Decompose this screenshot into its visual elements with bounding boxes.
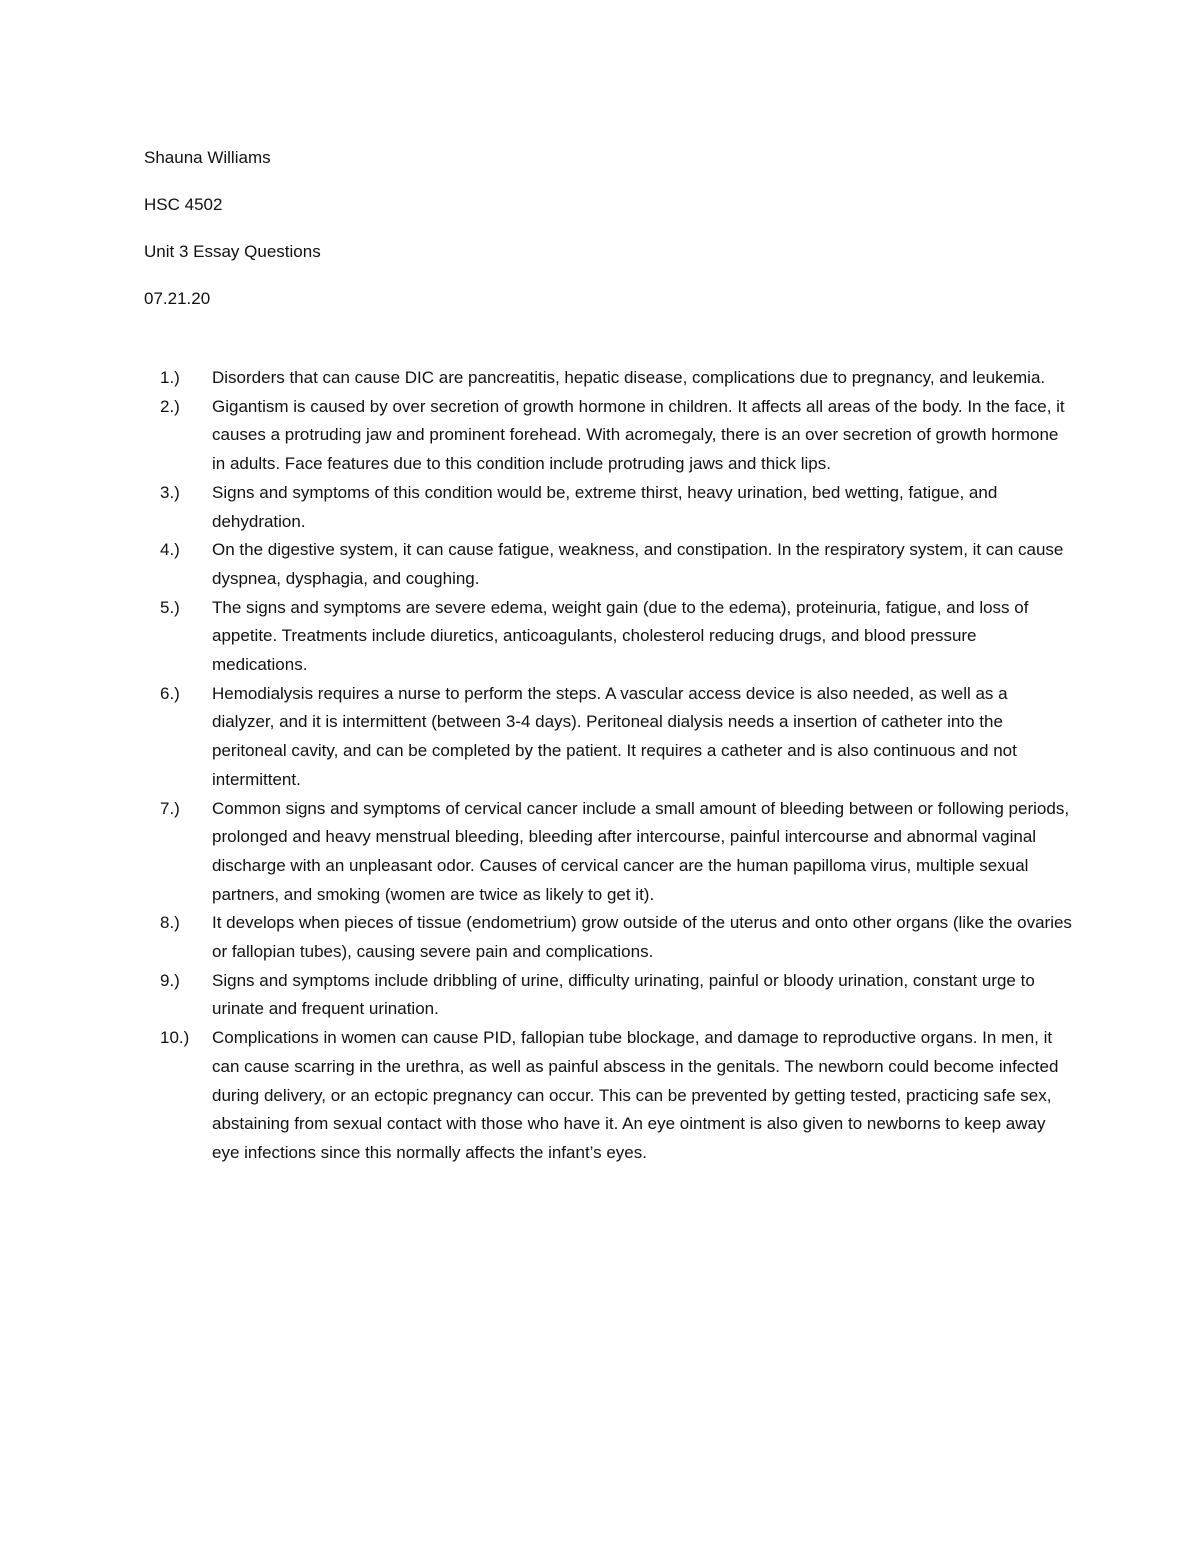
answer-text: On the digestive system, it can cause fatigue, weakness, and constipation. In the respiratory system, it can cause dyspnea, dysphagia, and coughing. (212, 540, 1064, 588)
assignment-title: Unit 3 Essay Questions (144, 242, 321, 261)
answer-text: The signs and symptoms are severe edema, weight gain (due to the edema), proteinuria, fatigue, and loss of appetite. Treatments include diuretics, anticoagulants, cholesterol reducing drugs, and blood pressure medications. (212, 597, 1029, 675)
answer-number: 6.) (160, 683, 180, 703)
answer-item-2 (160, 393, 1080, 479)
answer-number: 7.) (160, 798, 180, 818)
answer-list (160, 364, 1080, 1168)
answer-item-3 (160, 479, 1080, 536)
answer-number: 4.) (160, 540, 180, 560)
answer-item-4 (160, 536, 1080, 593)
answer-text: Gigantism is caused by over secretion of growth hormone in children. It affects all areas of the body. In the face, it causes a protruding jaw and prominent forehead. With acromegaly, there is an over secretion of growth hormone in adults. Face features due to this condition include protruding jaws and thick lips. (212, 396, 1065, 474)
answer-number: 1.) (160, 368, 180, 387)
document-header (144, 146, 1044, 334)
answer-item-9 (160, 967, 1080, 1024)
answer-item-6 (160, 680, 1080, 795)
answer-item-1 (160, 364, 1080, 393)
answer-number: 10.) (160, 1028, 190, 1048)
answer-number: 3.) (160, 482, 180, 502)
answer-item-10 (160, 1024, 1080, 1168)
answer-text: Signs and symptoms of this condition would be, extreme thirst, heavy urination, bed wetting, fatigue, and dehydration. (212, 482, 998, 531)
answer-number: 8.) (160, 913, 180, 933)
answer-text: Common signs and symptoms of cervical cancer include a small amount of bleeding between or following periods, prolonged and heavy menstrual bleeding, bleeding after intercourse, painful intercourse and abnormal vaginal discharge with an unpleasant odor. Causes of cervical cancer are the human papilloma virus, multiple sexual partners, and smoking (women are twice as likely to get it). (212, 798, 1070, 904)
answer-item-8 (160, 909, 1080, 966)
course-code: HSC 4502 (144, 195, 223, 214)
answer-item-7 (160, 795, 1080, 910)
answer-text: It develops when pieces of tissue (endometrium) grow outside of the uterus and onto other organs (like the ovaries or fallopian tubes), causing severe pain and complications. (212, 913, 1072, 962)
answer-number: 2.) (160, 396, 180, 416)
answer-item-5 (160, 594, 1080, 680)
answer-text: Signs and symptoms include dribbling of urine, difficulty urinating, painful or bloody urination, constant urge to urinate and frequent urination. (212, 970, 1035, 1019)
assignment-date: 07.21.20 (144, 289, 211, 308)
student-name: Shauna Williams (144, 148, 271, 167)
answer-text: Disorders that can cause DIC are pancreatitis, hepatic disease, complications due to pregnancy, and leukemia. (212, 368, 1046, 387)
answer-text: Hemodialysis requires a nurse to perform the steps. A vascular access device is also needed, as well as a dialyzer, and it is intermittent (between 3-4 days). Peritoneal dialysis needs a insertion of catheter into the peritoneal cavity, and can be completed by the patient. It requires a catheter and is also continuous and not intermittent. (212, 683, 1017, 789)
answer-text: Complications in women can cause PID, fallopian tube blockage, and damage to reproductive organs. In men, it can cause scarring in the urethra, as well as painful abscess in the genitals. The newborn could become infected during delivery, or an ectopic pregnancy can occur. This can be prevented by getting tested, practicing safe sex, abstaining from sexual contact with those who have it. An eye ointment is also given to newborns to keep away eye infections since this normally affects the infant’s eyes. (212, 1028, 1059, 1162)
answer-number: 9.) (160, 970, 180, 990)
answer-number: 5.) (160, 597, 180, 617)
